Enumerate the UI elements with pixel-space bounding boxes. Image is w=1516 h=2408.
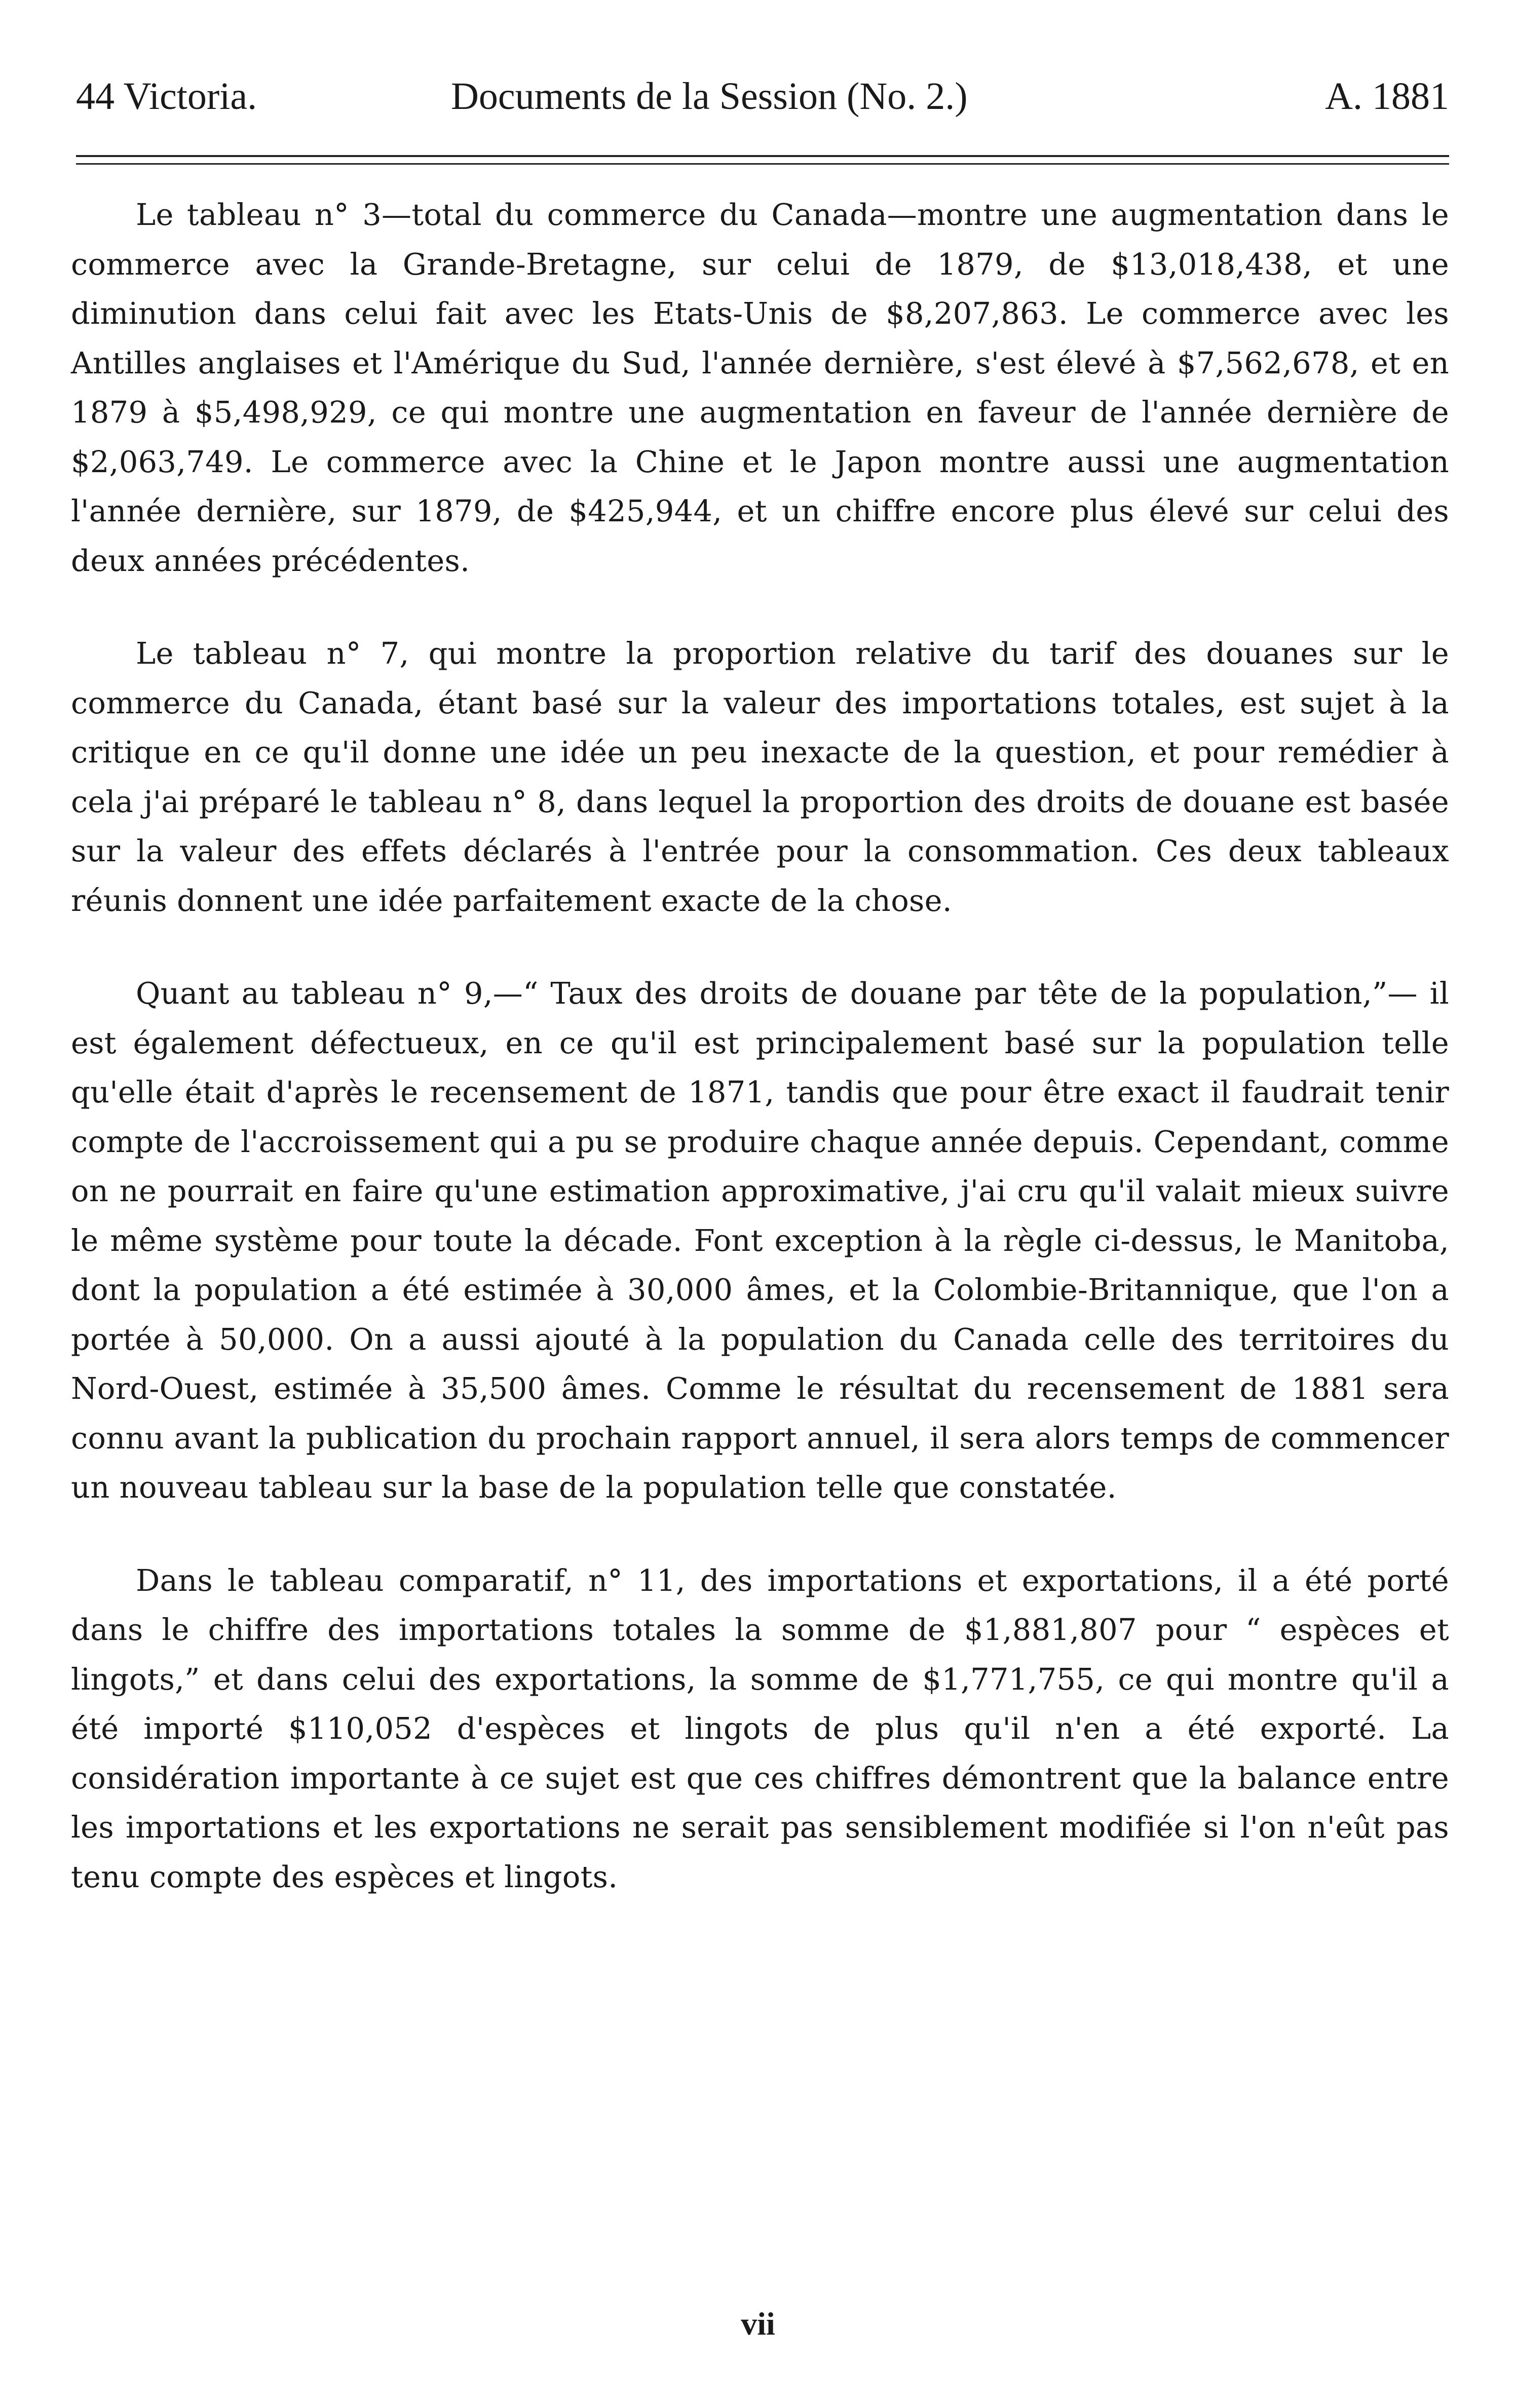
header-volume: 44 Victoria. <box>76 75 257 118</box>
header-year: A. 1881 <box>1325 75 1449 118</box>
paragraph-tableau-11: Dans le tableau comparatif, n° 11, des importations et exportations, il a été porté dans le chiffre des importations totales la somme de $1,881,807 pour “ espèces et lingots,” et dans celui des exportations, la somme de $1,771,755, ce qui montre qu'il a été importé $110,052 d'espèces et lingots de plus qu'il n'en a été exporté. La considération importante à ce sujet est que ces chiffres démontrent que la balance entre les importations et les exportations ne serait pas sensiblement modifiée si l'on n'eût pas tenu compte des espèces et lingots. <box>71 1562 1449 1894</box>
page-number: vii <box>741 2306 775 2342</box>
paragraph-tableau-3: Le tableau n° 3—total du commerce du Canada—montre une augmentation dans le commerce avec la Grande-Bretagne, sur celui de 1879, de $13,018,438, et une diminution dans celui fait avec les Etats-Unis de $8,207,863. Le commerce avec les Antilles anglaises et l'Amérique du Sud, l'année dernière, s'est élevé à $7,562,678, et en 1879 à $5,498,929, ce qui montre une augmentation en faveur de l'année dernière de $2,063,749. Le commerce avec la Chine et le Japon montre aussi une augmentation l'année dernière, sur 1879, de $425,944, et un chiffre encore plus élevé sur celui des deux années précédentes. <box>71 197 1449 578</box>
paragraph-tableau-7: Le tableau n° 7, qui montre la proportion relative du tarif des douanes sur le commerce du Canada, étant basé sur la valeur des importations totales, est sujet à la critique en ce qu'il donne une idée un peu inexacte de la question, et pour remédier à cela j'ai préparé le tableau n° 8, dans lequel la proportion des droits de douane est basée sur la valeur des effets déclarés à l'entrée pour la consommation. Ces deux tableaux réunis donnent une idée parfaitement exacte de la chose. <box>71 636 1449 918</box>
header-rule-bottom <box>76 163 1449 165</box>
running-header <box>76 71 1449 142</box>
header-rule-top <box>76 155 1449 157</box>
paragraph-tableau-9: Quant au tableau n° 9,—“ Taux des droits de douane par tête de la population,”— il est également défectueux, en ce qu'il est principalement basé sur la population telle qu'elle était d'après le recensement de 1871, tandis que pour être exact il faudrait tenir compte de l'accroissement qui a pu se produire chaque année depuis. Cependant, comme on ne pourrait en faire qu'une estimation approximative, j'ai cru qu'il valait mieux suivre le même système pour toute la décade. Font exception à la règle ci-dessus, le Manitoba, dont la population a été estimée à 30,000 âmes, et la Colombie-Britannique, que l'on a portée à 50,000. On a aussi ajouté à la population du Canada celle des territoires du Nord-Ouest, estimée à 35,500 âmes. Comme le résultat du recensement de 1881 sera connu avant la publication du prochain rapport annuel, il sera alors temps de commencer un nouveau tableau sur la base de la population telle que constatée. <box>71 976 1449 1505</box>
page-body <box>71 190 1449 1901</box>
header-title: Documents de la Session (No. 2.) <box>451 75 968 118</box>
